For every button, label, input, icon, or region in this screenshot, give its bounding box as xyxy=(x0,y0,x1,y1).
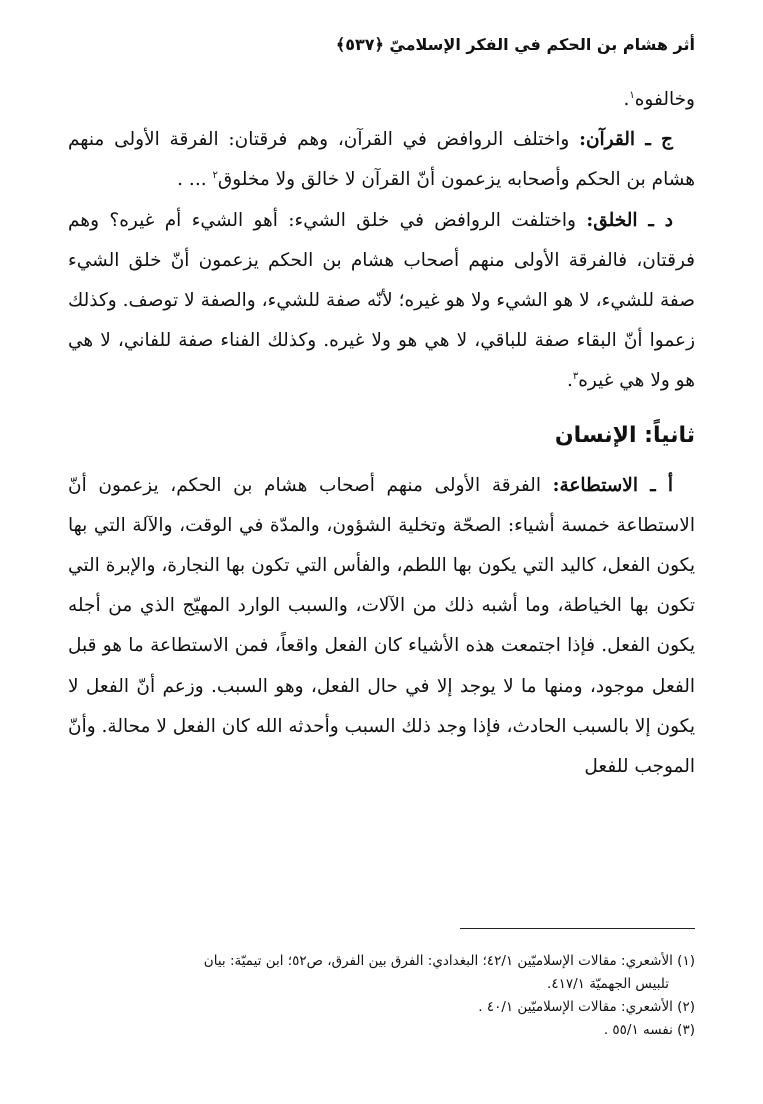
footnote-1-continuation: تلبيس الجهميّة ٤١٧/١. xyxy=(547,976,669,992)
running-header: أثر هشام بن الحكم في الفكر الإسلاميّ ﴿٥٣٧﴾ xyxy=(335,35,695,54)
footnote-2: (٢) الأشعري: مقالات الإسلاميّين ٤٠/١ . xyxy=(478,999,695,1015)
paragraph-text: واختلف الروافض في القرآن، وهم فرقتان: الفرقة الأولى منهم هشام بن الحكم وأصحابه يزعمون أنّ القرآن لا خالق ولا مخلوق xyxy=(68,129,695,191)
paragraph-creation xyxy=(68,201,695,402)
footnote-3: (٣) نفسه ٥٥/١ . xyxy=(603,1022,695,1038)
paragraph-quran xyxy=(68,120,695,200)
body-text xyxy=(68,80,695,787)
footnote-divider xyxy=(460,928,695,929)
footnote-ref-2: ٢ xyxy=(212,170,218,182)
paragraph-end: . xyxy=(623,89,630,110)
paragraph-text: واختلفت الروافض في خلق الشيء: أهو الشيء أم غيره؟ وهم فرقتان، فالفرقة الأولى منهم أصحاب هشام بن الحكم يزعمون أنّ خلق الشيء صفة للشيء، لا هو الشيء ولا هو غيره؛ لأنّه صفة للشيء، والصفة لا توصف. وكذلك زعموا أنّ البقاء صفة للباقي، لا هي هو ولا غيره. وكذلك الفناء صفة للفاني، لا هي هو ولا هي غيره xyxy=(68,209,695,392)
section-heading: ثانياً: الإنسان xyxy=(554,422,695,448)
paragraph-end: ... . xyxy=(177,169,213,191)
paragraph-continuation xyxy=(68,80,695,120)
footnotes xyxy=(68,950,695,1042)
paragraph-label-creation: د ـ الخلق: xyxy=(586,209,674,231)
paragraph-capacity xyxy=(68,466,695,788)
footnote-ref-3: ٣ xyxy=(572,371,579,383)
paragraph-end: . xyxy=(566,370,573,392)
paragraph-label-capacity: أ ـ الاستطاعة: xyxy=(552,474,673,496)
paragraph-text: الفرقة الأولى منهم أصحاب هشام بن الحكم، يزعمون أنّ الاستطاعة خمسة أشياء: الصحّة وتخلية الشؤون، والمدّة في الوقت، والآلة التي بها يكون الفعل، كاليد التي يكون بها اللطم، والفأس التي تكون بها النجارة، والإبرة التي تكون بها الخياطة، وما أشبه ذلك من الآلات، والسبب الوارد المهيّج الذي من أجله يكون الفعل. فإذا اجتمعت هذه الأشياء كان الفعل واقعاً، فمن الاستطاعة ما هو قبل الفعل موجود، ومنها ما لا يوجد إلا في حال الفعل، وهو السبب. وزعم أنّ الفعل لا يكون إلا بالسبب الحادث، فإذا وجد ذلك السبب وأحدثه الله كان الفعل لا محالة. وأنّ الموجب للفعل xyxy=(68,474,695,778)
paragraph-text: وخالفوه xyxy=(634,89,695,110)
footnote-ref-1: ١ xyxy=(629,89,635,101)
paragraph-label-quran: ج ـ القرآن: xyxy=(579,129,674,151)
footnote-1: (١) الأشعري: مقالات الإسلاميّين ٤٢/١؛ البغدادي: الفرق بين الفرق، ص٥٢؛ ابن تيميّة: بيان xyxy=(203,953,695,969)
